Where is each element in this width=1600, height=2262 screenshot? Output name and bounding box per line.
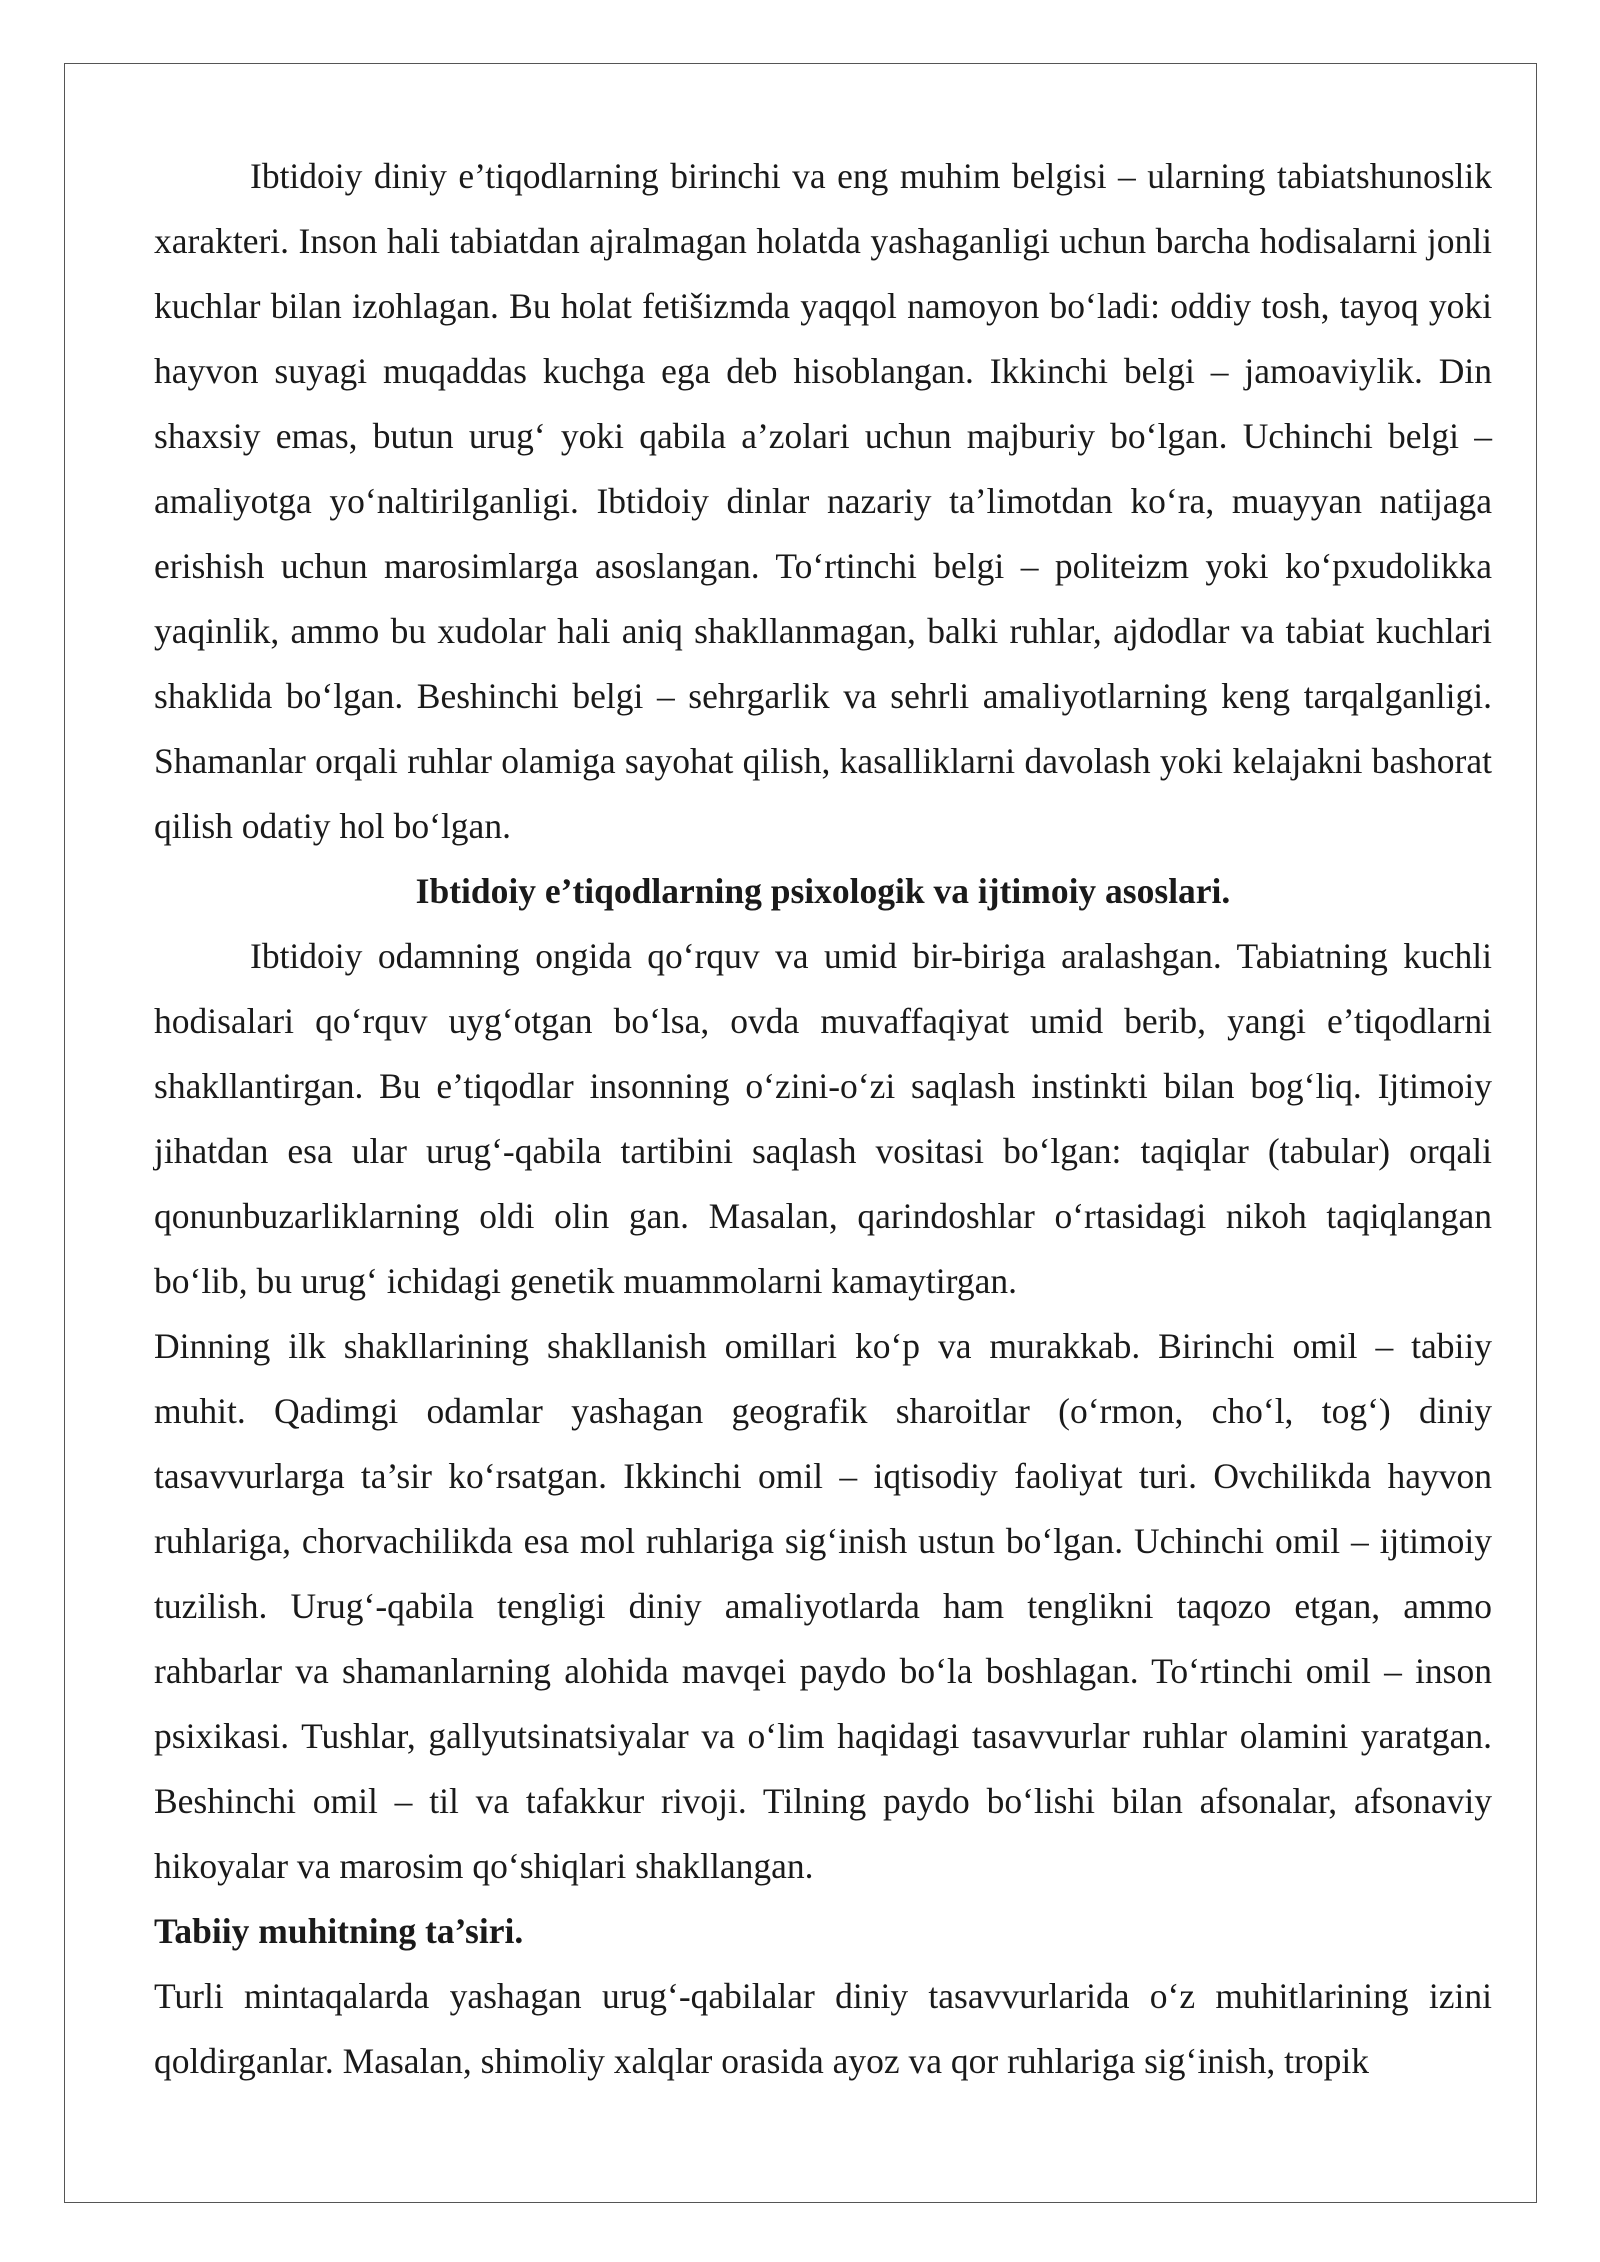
paragraph-characteristics: Ibtidoiy diniy e’tiqodlarning birinchi va eng muhim belgisi – ularning tabiatshunoslik xarakteri. Inson hali tabiatdan ajralmagan holatda yashaganligi uchun barcha hodisalarni jonli kuchlar bilan izohlagan. Bu holat fetišizmda yaqqol namoyon bo‘ladi: oddiy tosh, tayoq yoki hayvon suyagi muqaddas kuchga ega deb hisoblangan. Ikkinchi belgi – jamoaviylik. Din shaxsiy emas, butun urug‘ yoki qabila a’zolari uchun majburiy bo‘lgan. Uchinchi belgi – amaliyotga yo‘naltirilganligi. Ibtidoiy dinlar nazariy ta’limotdan ko‘ra, muayyan natijaga erishish uchun marosimlarga asoslangan. To‘rtinchi belgi – politeizm yoki ko‘pxudolikka yaqinlik, ammo bu xudolar hali aniq shakllanmagan, balki ruhlar, ajdodlar va tabiat kuchlari shaklida bo‘lgan. Beshinchi belgi – sehrgarlik va sehrli amaliyotlarning keng tarqalganligi. Shamanlar orqali ruhlar olamiga sayohat qilish, kasalliklarni davolash yoki kelajakni bashorat qilish odatiy hol bo‘lgan.	[154, 156, 1492, 846]
section-heading-environment: Tabiiy muhitning ta’siri.	[154, 1911, 524, 1951]
document-body	[154, 144, 1492, 2094]
paragraph-psychology: Ibtidoiy odamning ongida qo‘rquv va umid bir-biriga aralashgan. Tabiatning kuchli hodisalari qo‘rquv uyg‘otgan bo‘lsa, ovda muvaffaqiyat umid berib, yangi e’tiqodlarni shakllantirgan. Bu e’tiqodlar insonning o‘zini-o‘zi saqlash instinkti bilan bog‘liq. Ijtimoiy jihatdan esa ular urug‘-qabila tartibini saqlash vositasi bo‘lgan: taqiqlar (tabular) orqali qonunbuzarliklarning oldi olin gan. Masalan, qarindoshlar o‘rtasidagi nikoh taqiqlangan bo‘lib, bu urug‘ ichidagi genetik muammolarni kamaytirgan.	[154, 936, 1492, 1301]
paragraph-environment: Turli mintaqalarda yashagan urug‘-qabilalar diniy tasavvurlarida o‘z muhitlarining izini qoldirganlar. Masalan, shimoliy xalqlar orasida ayoz va qor ruhlariga sig‘inish, tropik	[154, 1976, 1492, 2081]
section-heading-foundations: Ibtidoiy e’tiqodlarning psixologik va ijtimoiy asoslari.	[415, 871, 1231, 911]
paragraph-factors: Dinning ilk shakllarining shakllanish omillari ko‘p va murakkab. Birinchi omil – tabiiy muhit. Qadimgi odamlar yashagan geografik sharoitlar (o‘rmon, cho‘l, tog‘) diniy tasavvurlarga ta’sir ko‘rsatgan. Ikkinchi omil – iqtisodiy faoliyat turi. Ovchilikda hayvon ruhlariga, chorvachilikda esa mol ruhlariga sig‘inish ustun bo‘lgan. Uchinchi omil – ijtimoiy tuzilish. Urug‘-qabila tengligi diniy amaliyotlarda ham tenglikni taqozo etgan, ammo rahbarlar va shamanlarning alohida mavqei paydo bo‘la boshlagan. To‘rtinchi omil – inson psixikasi. Tushlar, gallyutsinatsiyalar va o‘lim haqidagi tasavvurlar ruhlar olamini yaratgan. Beshinchi omil – til va tafakkur rivoji. Tilning paydo bo‘lishi bilan afsonalar, afsonaviy hikoyalar va marosim qo‘shiqlari shakllangan.	[154, 1326, 1492, 1886]
